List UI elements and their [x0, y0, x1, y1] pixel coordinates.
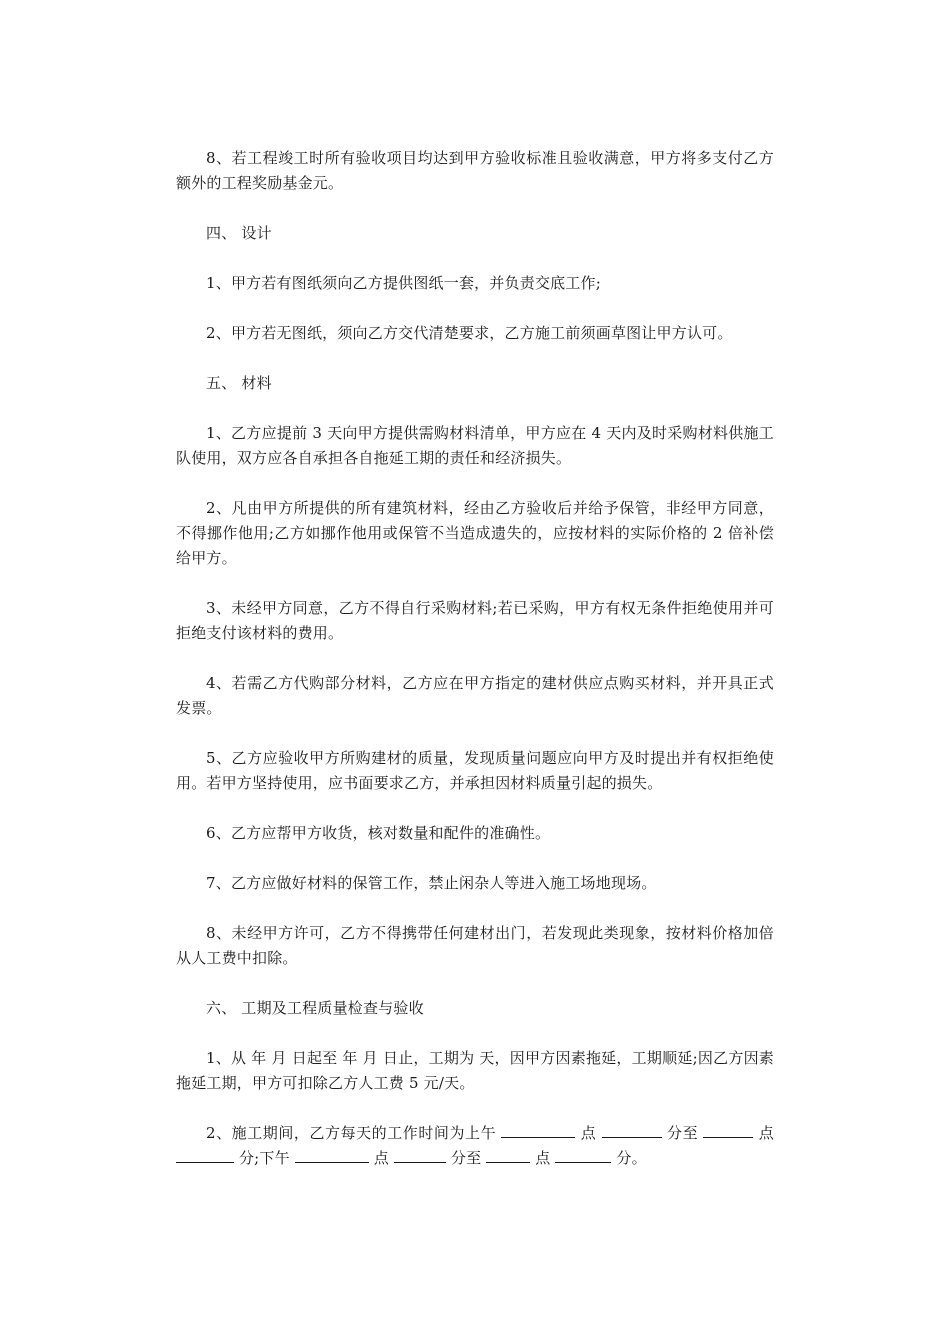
section-heading-design: 四、 设计 [206, 224, 272, 242]
clause-6-2-text: 点 [530, 1149, 556, 1167]
clause-6-1: 1、从 年 月 日起至 年 月 日止，工期为 天，因甲方因素拖延，工期顺延;因乙方因素拖延工期，甲方可扣除乙方人工费 5 元/天。 [176, 1049, 774, 1092]
clause-6-2-text: 点 [575, 1124, 602, 1142]
clause-5-6: 6、乙方应帮甲方收货，核对数量和配件的准确性。 [206, 824, 551, 842]
clause-5-3: 3、未经甲方同意，乙方不得自行采购材料;若已采购，甲方有权无条件拒绝使用并可拒绝支付该材料的费用。 [176, 599, 774, 642]
clause-5-2: 2、凡由甲方所提供的所有建筑材料，经由乙方验收后并给予保管，非经甲方同意，不得挪作他用;乙方如挪作他用或保管不当造成遗失的，应按材料的实际价格的 2 倍补偿给甲方。 [176, 499, 774, 567]
clause-6-2-text: 分。 [611, 1149, 647, 1167]
clause-5-7: 7、乙方应做好材料的保管工作，禁止闲杂人等进入施工场地现场。 [206, 874, 657, 892]
clause-6-2 [176, 1121, 774, 1171]
clause-5-8: 8、未经甲方许可，乙方不得携带任何建材出门，若发现此类现象，按材料价格加倍从人工费中扣除。 [176, 924, 774, 967]
section-heading-schedule: 六、 工期及工程质量检查与验收 [206, 999, 424, 1017]
blank-morning-end-hour [703, 1123, 753, 1138]
clause-6-2-text: 分至 [445, 1149, 487, 1167]
clause-6-2-text: 分至 [661, 1124, 704, 1142]
clause-6-2-text: 分;下午 [234, 1149, 295, 1167]
blank-morning-end-minute [176, 1148, 234, 1163]
clause-6-2-text: 点 [753, 1124, 774, 1142]
document-body [176, 146, 774, 1196]
clause-4-1: 1、甲方若有图纸须向乙方提供图纸一套，并负责交底工作; [206, 274, 601, 292]
blank-morning-start-minute [602, 1123, 662, 1138]
blank-afternoon-end-hour [486, 1148, 530, 1163]
blank-afternoon-end-minute [555, 1148, 611, 1163]
clause-6-2-text: 点 [368, 1149, 394, 1167]
clause-3-8: 8、若工程竣工时所有验收项目均达到甲方验收标准且验收满意，甲方将多支付乙方额外的工程奖励基金元。 [176, 149, 774, 192]
clause-4-2: 2、甲方若无图纸，须向乙方交代清楚要求，乙方施工前须画草图让甲方认可。 [206, 324, 733, 342]
clause-5-1: 1、乙方应提前 3 天向甲方提供需购材料清单，甲方应在 4 天内及时采购材料供施工队使用，双方应各自承担各自拖延工期的责任和经济损失。 [176, 424, 774, 467]
clause-5-4: 4、若需乙方代购部分材料，乙方应在甲方指定的建材供应点购买材料，并开具正式发票。 [176, 674, 774, 717]
section-heading-materials: 五、 材料 [206, 374, 272, 392]
blank-afternoon-start-hour [295, 1148, 369, 1163]
blank-morning-start-hour [501, 1123, 575, 1138]
clause-6-2-text: 2、施工期间，乙方每天的工作时间为上午 [206, 1124, 502, 1142]
blank-afternoon-start-minute [394, 1148, 446, 1163]
clause-5-5: 5、乙方应验收甲方所购建材的质量，发现质量问题应向甲方及时提出并有权拒绝使用。若甲方坚持使用，应书面要求乙方，并承担因材料质量引起的损失。 [176, 749, 774, 792]
